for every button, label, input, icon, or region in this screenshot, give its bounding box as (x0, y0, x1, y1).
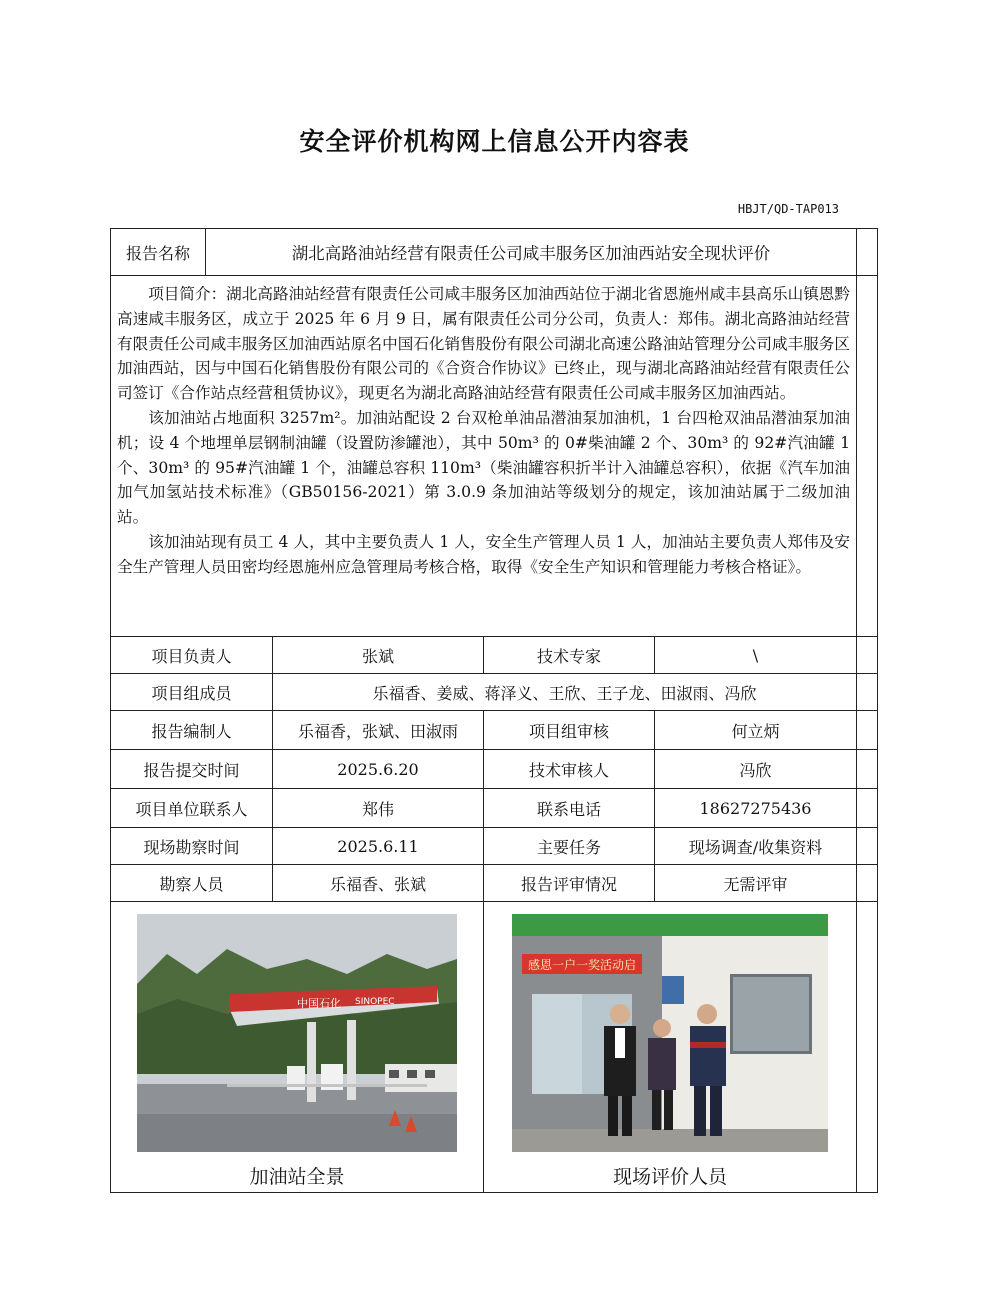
main-task-label: 主要任务 (484, 828, 655, 865)
station-photo-cell (111, 902, 484, 1193)
project-intro (111, 276, 857, 637)
survey-time-label: 现场勘察时间 (111, 828, 273, 865)
right-margin-cell (857, 276, 878, 637)
surveyors-value: 乐福香、张斌 (273, 865, 484, 902)
intro-paragraph-2: 该加油站占地面积 3257m²。加油站配设 2 台双枪单油品潜油泵加油机，1 台四枪双油品潜油泵加油机；设 4 个地埋单层钢制油罐（设置防渗罐池），其中 50m³ 的 0#柴油罐 2 个、30m³ 的 92#汽油罐 1 个、30m³ 的 95#汽油罐 1 个，油罐总容积 110m³（柴油罐容积折半计入油罐总容积），依据《汽车加油加气加氢站技术标准》（GB50156-2021）第 3.0.9 条加油站等级划分的规定，该加油站属于二级加油站。 (117, 408, 850, 527)
report-name: 湖北高路油站经营有限责任公司咸丰服务区加油西站安全现状评价 (206, 229, 857, 276)
submit-time-value: 2025.6.20 (273, 750, 484, 789)
right-margin-cell (857, 711, 878, 750)
right-margin-cell (857, 637, 878, 674)
tech-expert-value: \ (655, 637, 857, 674)
shop-banner-text: 感恩一户一奖活动启 (528, 958, 637, 972)
canopy-brand-en: SINOPEC (355, 997, 395, 1007)
canopy-brand-cn: 中国石化 (297, 997, 341, 1010)
tech-review-label: 技术审核人 (484, 750, 655, 789)
tech-expert-label: 技术专家 (484, 637, 655, 674)
members-value: 乐福香、姜威、蒋泽义、王欣、王子龙、田淑雨、冯欣 (273, 674, 857, 711)
right-margin-cell (857, 902, 878, 1193)
right-margin-cell (857, 865, 878, 902)
review-label: 报告评审情况 (484, 865, 655, 902)
info-table (110, 228, 878, 1193)
survey-time-value: 2025.6.11 (273, 828, 484, 865)
contact-label: 项目单位联系人 (111, 789, 273, 828)
form-code: HBJT/QD-TAP013 (737, 202, 839, 216)
staff-photo-cell (484, 902, 857, 1193)
right-margin-cell (857, 674, 878, 711)
main-task-value: 现场调查/收集资料 (655, 828, 857, 865)
compiler-value: 乐福香，张斌、田淑雨 (273, 711, 484, 750)
right-margin-cell (857, 828, 878, 865)
group-review-value: 何立炳 (655, 711, 857, 750)
submit-time-label: 报告提交时间 (111, 750, 273, 789)
right-margin-cell (857, 789, 878, 828)
group-review-label: 项目组审核 (484, 711, 655, 750)
document-title: 安全评价机构网上信息公开内容表 (299, 127, 690, 156)
contact-value: 郑伟 (273, 789, 484, 828)
project-leader-value: 张斌 (273, 637, 484, 674)
surveyors-label: 勘察人员 (111, 865, 273, 902)
staff-photo-caption: 现场评价人员 (612, 1166, 727, 1188)
station-photo (137, 914, 457, 1152)
tech-review-value: 冯欣 (655, 750, 857, 789)
phone-value: 18627275436 (655, 789, 857, 828)
station-photo-caption: 加油站全景 (249, 1166, 345, 1188)
members-label: 项目组成员 (111, 674, 273, 711)
intro-paragraph-3: 该加油站现有员工 4 人，其中主要负责人 1 人，安全生产管理人员 1 人，加油站主要负责人郑伟及安全生产管理人员田密均经恩施州应急管理局考核合格，取得《安全生产知识和管理能力考核合格证》。 (117, 532, 850, 576)
phone-label: 联系电话 (484, 789, 655, 828)
staff-photo (512, 914, 828, 1152)
report-name-label: 报告名称 (111, 229, 206, 276)
review-value: 无需评审 (655, 865, 857, 902)
project-leader-label: 项目负责人 (111, 637, 273, 674)
right-margin-cell (857, 750, 878, 789)
right-margin-cell (857, 229, 878, 276)
compiler-label: 报告编制人 (111, 711, 273, 750)
intro-paragraph-1: 项目简介：湖北高路油站经营有限责任公司咸丰服务区加油西站位于湖北省恩施州咸丰县高乐山镇恩黔高速咸丰服务区，成立于 2025 年 6 月 9 日，属有限责任公司分公司，负责人：郑伟。湖北高路油站经营有限责任公司咸丰服务区加油西站原名中国石化销售股份有限公司湖北高速公路油站管理分公司咸丰服务区加油西站，因与中国石化销售股份有限公司的《合资合作协议》已终止，现与湖北高路油站经营有限责任公司签订《合作站点经营租赁协议》，现更名为湖北高路油站经营有限责任公司咸丰服务区加油西站。 (117, 285, 850, 403)
